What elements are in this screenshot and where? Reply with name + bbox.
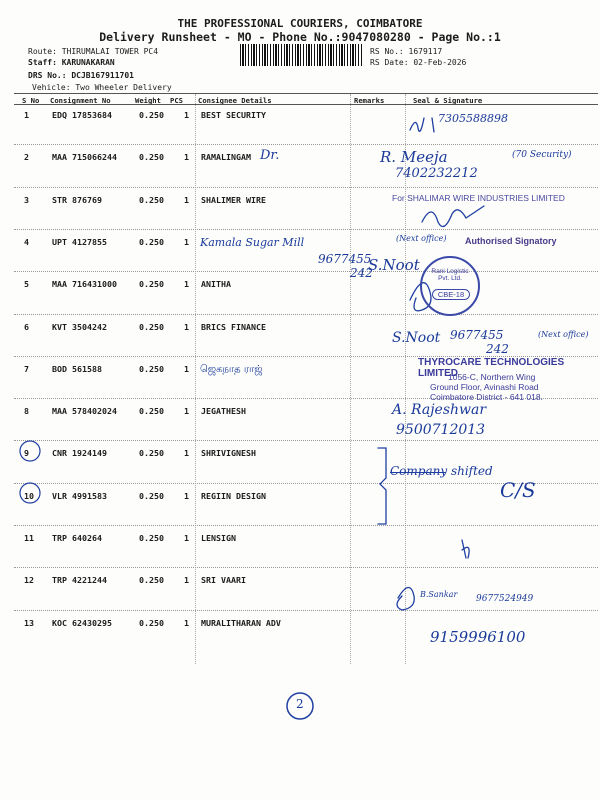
col-pcs: PCS bbox=[170, 96, 183, 105]
row-weight: 0.250 bbox=[139, 152, 164, 163]
row-consignment: CNR 1924149 bbox=[52, 448, 107, 459]
row13-name: B.Sankar bbox=[420, 590, 458, 599]
row-pcs: 1 bbox=[184, 110, 189, 120]
row-sno: 5 bbox=[24, 279, 29, 290]
row-weight: 0.250 bbox=[139, 363, 164, 374]
row6-sign: S.Noot bbox=[392, 330, 441, 346]
route: Route: THIRUMALAI TOWER PC4 bbox=[28, 47, 159, 56]
thyrocare-stamp-addr2: Ground Floor, Avinashi Road bbox=[430, 382, 539, 392]
row13-phone: 9677524949 bbox=[476, 594, 534, 604]
row1-phone: 7305588898 bbox=[438, 112, 508, 125]
row-consignment: MAA 578402024 bbox=[52, 406, 117, 417]
row-consignee: ANITHA bbox=[201, 279, 231, 290]
row-consignment: KOC 62430295 bbox=[52, 617, 112, 628]
row2-name: R. Meeja bbox=[380, 148, 448, 166]
row-sno: 2 bbox=[24, 152, 29, 163]
col-sno: S No bbox=[22, 96, 40, 105]
row-weight: 0.250 bbox=[139, 448, 164, 459]
col-weight: Weight bbox=[135, 96, 161, 105]
row-sno: 3 bbox=[24, 194, 29, 205]
row10-circle bbox=[20, 483, 40, 503]
row9-circle bbox=[20, 441, 40, 461]
thyrocare-stamp-addr3: Coimbatore District - 641 018. bbox=[430, 392, 543, 402]
row-pcs: 1 bbox=[184, 279, 189, 290]
page-mark: 2 bbox=[296, 697, 304, 711]
signature-row13 bbox=[397, 587, 414, 610]
row-consignee: SHALIMER WIRE bbox=[201, 194, 266, 205]
row-weight: 0.250 bbox=[139, 490, 164, 501]
row-pcs: 1 bbox=[184, 617, 189, 628]
row6-phone: 9677455 bbox=[450, 328, 504, 342]
row-sno: 12 bbox=[24, 575, 34, 586]
row6-note: (Next office) bbox=[538, 330, 589, 339]
rs-date: RS Date: 02-Feb-2026 bbox=[370, 58, 467, 67]
col-consignee: Consignee Details bbox=[198, 96, 272, 105]
row6-phone2: 242 bbox=[486, 342, 509, 356]
col-remarks: Remarks bbox=[354, 96, 385, 105]
row9-cs: C/S bbox=[500, 478, 536, 502]
row4-note: (Next office) bbox=[396, 234, 447, 243]
row-consignment: EDQ 17853684 bbox=[52, 110, 112, 120]
row-sno: 7 bbox=[24, 363, 29, 374]
row-weight: 0.250 bbox=[139, 533, 164, 543]
row-sno: 9 bbox=[24, 448, 29, 459]
row-pcs: 1 bbox=[184, 236, 189, 247]
vehicle: Vehicle: Two Wheeler Delivery bbox=[32, 83, 172, 92]
bracket-rows-9-10 bbox=[378, 448, 386, 524]
row-weight: 0.250 bbox=[139, 617, 164, 628]
row-consignment: BOD 561588 bbox=[52, 363, 102, 374]
row-consignment: UPT 4127855 bbox=[52, 236, 107, 247]
row-sno: 8 bbox=[24, 406, 29, 417]
row-pcs: 1 bbox=[184, 406, 189, 417]
row-weight: 0.250 bbox=[139, 279, 164, 290]
row4-phone2: 242 bbox=[350, 266, 373, 280]
row-consignee: RAMALINGAM bbox=[201, 152, 251, 163]
authorised-stamp: Authorised Signatory bbox=[465, 236, 557, 246]
row4-sign: S.Noot bbox=[368, 256, 420, 274]
shalimar-stamp: For SHALIMAR WIRE INDUSTRIES LIMITED bbox=[392, 193, 565, 203]
row2-phone: 7402232212 bbox=[395, 166, 478, 181]
row-weight: 0.250 bbox=[139, 321, 164, 332]
staff: Staff: KARUNAKARAN bbox=[28, 58, 115, 67]
rs-number: RS No.: 1679117 bbox=[370, 47, 443, 56]
row4-consignee: Kamala Sugar Mill bbox=[200, 236, 305, 249]
row-consignment: KVT 3504242 bbox=[52, 321, 107, 332]
company-title: THE PROFESSIONAL COURIERS, COIMBATORE bbox=[177, 17, 423, 30]
row-weight: 0.250 bbox=[139, 575, 164, 586]
row-pcs: 1 bbox=[184, 533, 189, 543]
row-consignment: STR 876769 bbox=[52, 194, 102, 205]
drs-number: DRS No.: DCJB167911701 bbox=[28, 71, 134, 80]
row-sno: 13 bbox=[24, 617, 34, 628]
row-consignment: TRP 4221244 bbox=[52, 575, 107, 586]
row-sno: 10 bbox=[24, 490, 34, 501]
row4-phone: 9677455 bbox=[318, 252, 372, 266]
row-sno: 6 bbox=[24, 321, 29, 332]
row8-phone: 9500712013 bbox=[396, 422, 486, 438]
row-pcs: 1 bbox=[184, 448, 189, 459]
row-pcs: 1 bbox=[184, 321, 189, 332]
row-pcs: 1 bbox=[184, 152, 189, 163]
row-weight: 0.250 bbox=[139, 236, 164, 247]
row-consignment: MAA 715066244 bbox=[52, 152, 117, 163]
row2-note: (70 Security) bbox=[512, 150, 572, 160]
signature-row1 bbox=[410, 118, 434, 132]
row-consignee: JEGATHESH bbox=[201, 406, 246, 417]
row-sno: 1 bbox=[24, 110, 29, 120]
rani-logistic-code: CBE-18 bbox=[432, 289, 470, 300]
col-consignment: Consignment No bbox=[50, 96, 111, 105]
row-consignment: MAA 716431000 bbox=[52, 279, 117, 290]
row-pcs: 1 bbox=[184, 363, 189, 374]
signature-row3 bbox=[422, 206, 484, 227]
rani-logistic-seal bbox=[420, 256, 480, 316]
row8-name: A. Rajeshwar bbox=[392, 402, 487, 418]
row-consignee: SHRIVIGNESH bbox=[201, 448, 256, 459]
thyrocare-stamp-name: THYROCARE TECHNOLOGIES LIMITED bbox=[418, 357, 565, 379]
row-weight: 0.250 bbox=[139, 194, 164, 205]
row-consignee: LENSIGN bbox=[201, 533, 236, 543]
row-sno: 11 bbox=[24, 533, 34, 543]
row-pcs: 1 bbox=[184, 194, 189, 205]
row-consignee: SRI VAARI bbox=[201, 575, 246, 586]
row-sno: 4 bbox=[24, 236, 29, 247]
row-consignee: MURALITHARAN ADV bbox=[201, 617, 281, 628]
row2-dr: Dr. bbox=[260, 148, 280, 163]
thyrocare-stamp-addr1: 1056-C, Northern Wing bbox=[448, 372, 536, 382]
row-pcs: 1 bbox=[184, 490, 189, 501]
runsheet-subtitle: Delivery Runsheet - MO - Phone No.:9047080280 - Page No.:1 bbox=[99, 30, 501, 44]
row-consignee: REGIIN DESIGN bbox=[201, 490, 266, 501]
rani-logistic-name: Rani Logistic Pvt. Ltd. bbox=[431, 268, 469, 282]
row-pcs: 1 bbox=[184, 575, 189, 586]
signature-row11 bbox=[462, 540, 469, 558]
row-weight: 0.250 bbox=[139, 110, 164, 120]
row-weight: 0.250 bbox=[139, 406, 164, 417]
row7-consignee: ஜெகநாத ராஜ் bbox=[200, 364, 263, 375]
row-consignee: BEST SECURITY bbox=[201, 110, 266, 120]
row9-strike bbox=[390, 472, 446, 473]
row-consignment: TRP 640264 bbox=[52, 533, 102, 543]
row13-phone2: 9159996100 bbox=[430, 628, 526, 646]
row-consignment: VLR 4991583 bbox=[52, 490, 107, 501]
col-seal-signature: Seal & Signature bbox=[413, 96, 483, 105]
row-consignee: BRICS FINANCE bbox=[201, 321, 266, 332]
row9-note: Company shifted bbox=[390, 464, 493, 478]
